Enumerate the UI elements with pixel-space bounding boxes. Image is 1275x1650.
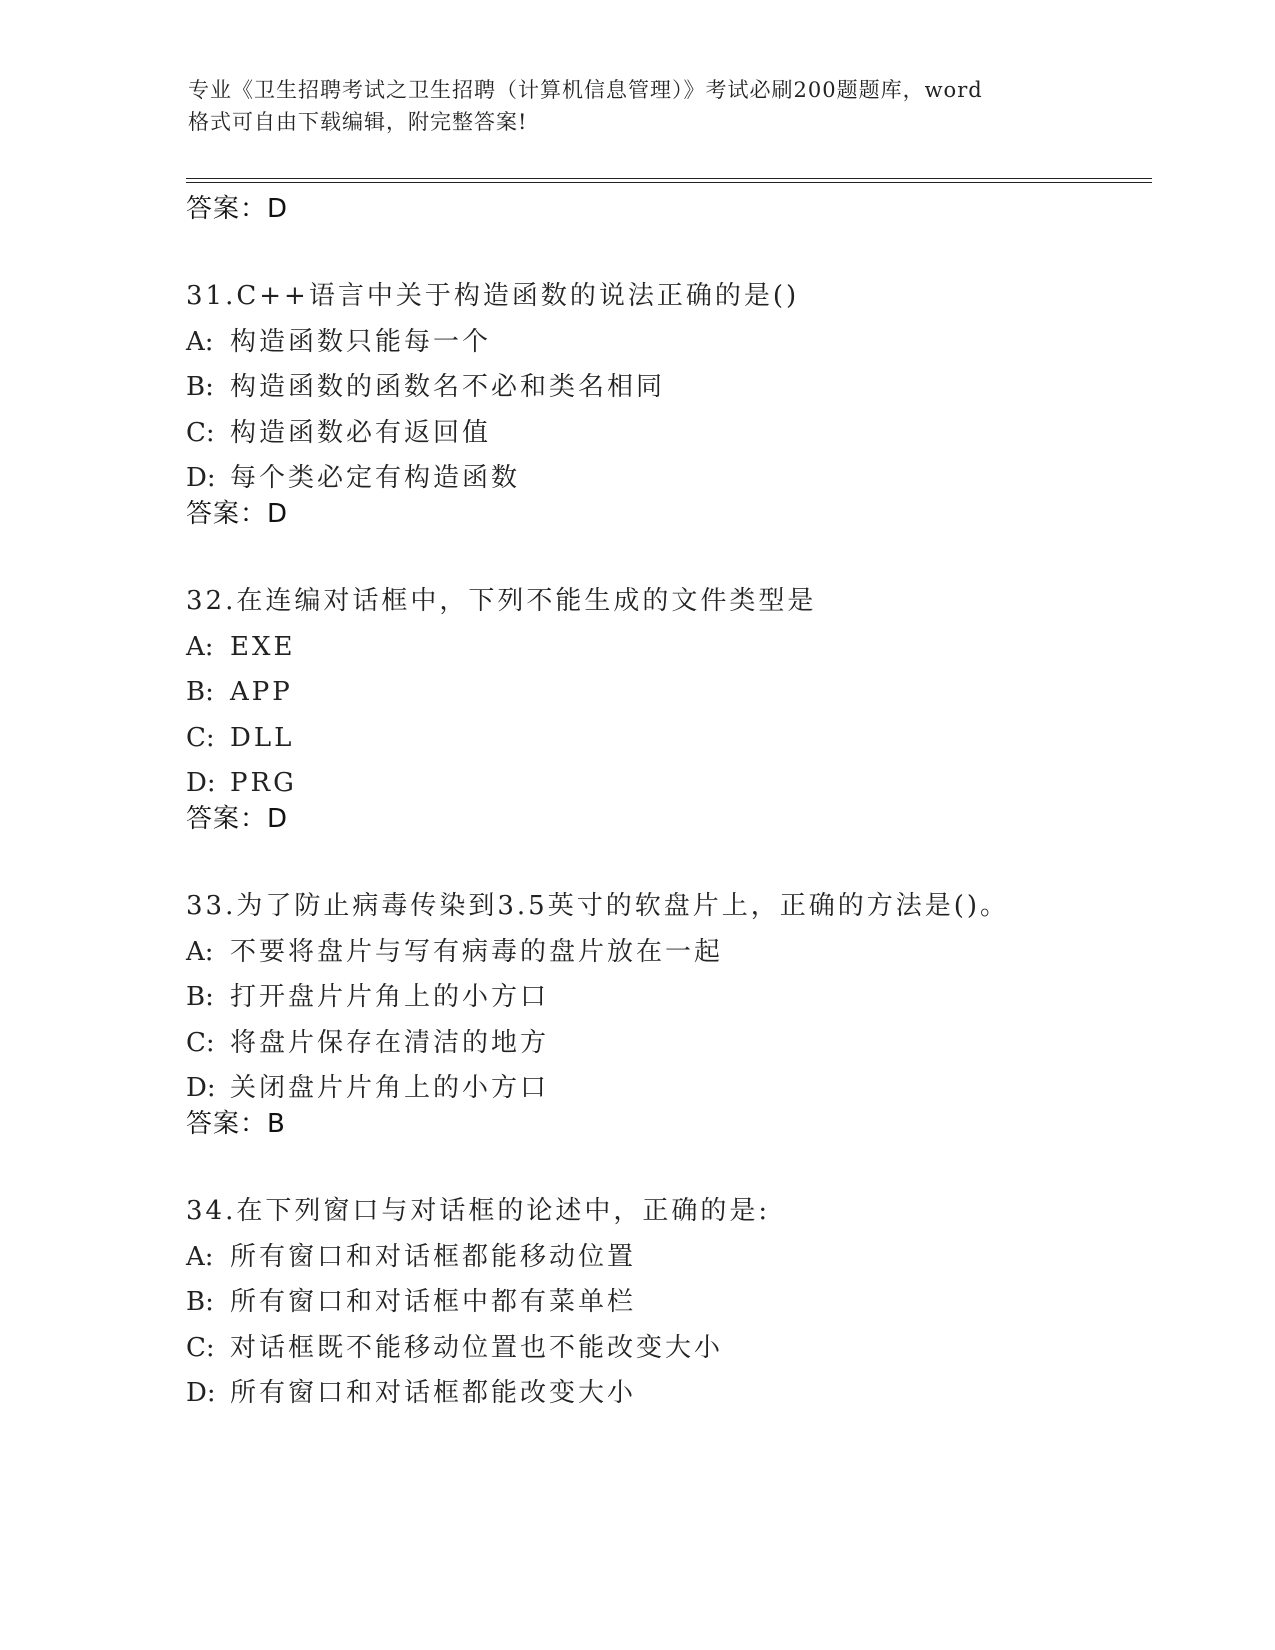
question-32 <box>186 584 1146 812</box>
previous-answer: 答案：D <box>186 194 289 224</box>
option-text: 将盘片保存在清洁的地方 <box>230 1027 550 1058</box>
option-text: 构造函数只能每一个 <box>230 326 492 357</box>
question-31 <box>186 279 1146 507</box>
option-d <box>186 461 1146 507</box>
header-line-2: 格式可自由下载编辑，附完整答案! <box>188 110 528 134</box>
question-stem: 31.C++语言中关于构造函数的说法正确的是() <box>186 281 800 311</box>
header-line-1: 专业《卫生招聘考试之卫生招聘（计算机信息管理）》考试必刷200题题库，word <box>188 78 983 102</box>
option-letter: D: <box>186 1378 216 1409</box>
option-c <box>186 1331 1146 1377</box>
option-text: 不要将盘片与写有病毒的盘片放在一起 <box>230 936 724 967</box>
option-text: 打开盘片片角上的小方口 <box>230 982 550 1013</box>
option-text: 所有窗口和对话框中都有菜单栏 <box>230 1287 637 1318</box>
question-34 <box>186 1194 1146 1422</box>
question-stem: 32.在连编对话框中，下列不能生成的文件类型是 <box>186 586 817 616</box>
option-text: 所有窗口和对话框都能移动位置 <box>230 1241 637 1272</box>
question-33 <box>186 889 1146 1117</box>
option-d <box>186 1071 1146 1117</box>
option-c <box>186 721 1146 767</box>
option-c <box>186 416 1146 462</box>
option-text: DLL <box>230 722 295 753</box>
option-text: PRG <box>230 768 297 799</box>
option-letter: A: <box>186 631 214 662</box>
option-a <box>186 630 1146 676</box>
question-stem: 34.在下列窗口与对话框的论述中，正确的是: <box>186 1196 771 1226</box>
option-b <box>186 370 1146 416</box>
option-b <box>186 675 1146 721</box>
option-letter: D: <box>186 463 216 494</box>
option-text: 构造函数的函数名不必和类名相同 <box>230 372 666 403</box>
option-text: 对话框既不能移动位置也不能改变大小 <box>230 1332 724 1363</box>
option-a <box>186 325 1146 371</box>
answer-33: 答案：B <box>186 1109 286 1139</box>
option-letter: B: <box>186 372 214 403</box>
option-letter: B: <box>186 982 214 1013</box>
option-text: 所有窗口和对话框都能改变大小 <box>230 1378 637 1409</box>
option-letter: D: <box>186 1073 216 1104</box>
option-d <box>186 1376 1146 1422</box>
question-stem: 33.为了防止病毒传染到3.5英寸的软盘片上，正确的方法是()。 <box>186 891 1009 921</box>
option-b <box>186 1285 1146 1331</box>
option-text: 构造函数必有返回值 <box>230 417 492 448</box>
option-letter: A: <box>186 1241 214 1272</box>
option-letter: C: <box>186 1332 215 1363</box>
answer-31: 答案：D <box>186 499 289 529</box>
option-text: 每个类必定有构造函数 <box>230 463 521 494</box>
option-letter: B: <box>186 1287 214 1318</box>
option-letter: D: <box>186 768 216 799</box>
option-a <box>186 1240 1146 1286</box>
option-letter: C: <box>186 722 215 753</box>
option-b <box>186 980 1146 1026</box>
option-letter: C: <box>186 417 215 448</box>
page-header <box>188 74 1088 138</box>
option-letter: A: <box>186 326 214 357</box>
option-a <box>186 935 1146 981</box>
header-double-rule <box>186 178 1152 183</box>
option-letter: A: <box>186 936 214 967</box>
option-text: 关闭盘片片角上的小方口 <box>230 1073 550 1104</box>
option-text: APP <box>230 677 293 708</box>
option-c <box>186 1026 1146 1072</box>
option-letter: B: <box>186 677 214 708</box>
option-text: EXE <box>230 631 296 662</box>
option-letter: C: <box>186 1027 215 1058</box>
answer-32: 答案：D <box>186 804 289 834</box>
option-d <box>186 766 1146 812</box>
